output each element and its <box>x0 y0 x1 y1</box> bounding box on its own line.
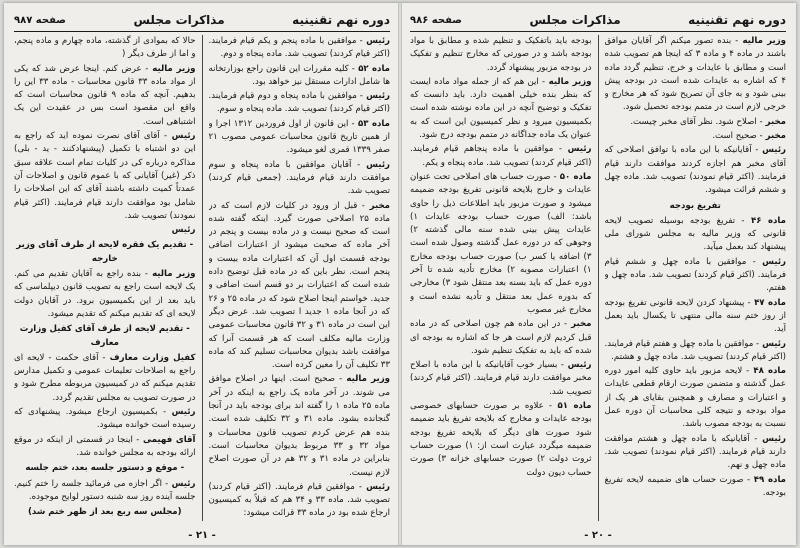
paragraph-text: - پیشنهاد کردن لایحه قانونی تفریغ بودجه از روز ختم سنه مالی منتهی تا یکسال باید بعمل آید. <box>604 297 786 335</box>
paragraph <box>605 35 787 115</box>
paragraph-text: بودجه باید باتفکیک و تنظیم شده و مطابق با مواد بودجه باشد و در صورتی که مخارج تنظیم و تفکیک در بودجه مزبور پیشنهاد گردد. <box>410 36 592 73</box>
paragraph-text: - آقایان موافقین با ماده پنجاه و سوم موافقت دارند قیام فرمایند. (جمعی قیام کردند) تصویب شد. <box>208 159 390 197</box>
paragraph <box>605 116 787 129</box>
paragraph <box>410 76 592 142</box>
paragraph <box>605 297 787 337</box>
paragraph-text: - لایحه مزبور باید حاوی کلیه امور دوره عمل گذشته و متضمن صورت ارقام قطعی عایدات و اعتبارات و مصارف و همچنین بقایای هر یک از مواد بودجه و نتیجه کلی محاسبات آن دوره عمل نسبت به بودجه مصوب باشد. <box>604 366 786 430</box>
left-header-session: دوره نهم تقنینیه <box>292 13 390 27</box>
speaker-label: وزیر مالیه <box>738 36 786 46</box>
paragraph <box>14 224 196 237</box>
right-page <box>400 3 796 545</box>
left-column-divider <box>202 35 203 521</box>
speaker-label: ماده ۵۲ <box>354 63 390 74</box>
paragraph-text: - صورت حساب های ضمیمه لایحه تفریغ بودجه. <box>604 474 786 498</box>
paragraph-text: - موافقین با ماده پنجم و یکم قیام فرمایند. (اکثر قیام کردند) تصویب شد. ماده پنجاه و دوم. <box>208 36 390 60</box>
paragraph-text: - آقای آقای نصرت نموده اید که راجع به این دو اشتباه با تکمیل (پیشنهادکنند - ید - بلی) مذاکره درباره کی در کلیات تمام است علاقه سبق ذکر (غیر) آقایانی که با عموم قانون و اصلاحات آن عمدتاً کمیت داشته باشند آقای که این اصلاحات را شامل بود موافقت دارند قیام فرمایند. (اکثر قیام نمودند) تصویب شد. <box>14 131 196 221</box>
paragraph-text: الف) صورت حساب بودجه عایدات <box>417 211 565 222</box>
paragraph-text: - آقایانیکه با این ماده با توافق اصلاحی که آقای مخبر هم اجازه کردند موافقت دارند قیام فرمایند. (اکثر قیام نمودند) تصویب شد. ماده چهل و ششم قرائت میشود. <box>604 145 786 196</box>
speaker-label: رئیس <box>167 131 196 142</box>
paragraph <box>410 171 592 317</box>
paragraph <box>605 130 787 143</box>
speaker-label: ماده ۵۱ <box>552 401 592 412</box>
speaker-label: وزیر مالیه <box>545 76 592 87</box>
paragraph-text: - موافقین با ماده پنجاهم قیام فرمایند. (اکثر قیام کردند) تصویب شد. ماده پنجاه و یکم. <box>410 144 592 168</box>
speaker-label: کفیل وزارت معارف <box>105 352 196 363</box>
right-column-divider <box>598 35 599 521</box>
paragraph <box>410 35 592 75</box>
right-page-number: - ۲۰ - <box>584 530 612 541</box>
paragraph-text: - بنده راجع به آقایان تقدیم می کنم. یک لایحه است راجع به تصویب قانون دیپلماسی که باید بعد از این بکمیسیون برود. در آقایان دولت لایحه ای که تقدیم میکنم که تقدیم میشود. <box>14 269 196 319</box>
speaker-label: وزیر مالیه <box>342 374 390 385</box>
left-page-columns <box>14 35 390 521</box>
speaker-label: رئیس <box>563 360 592 371</box>
paragraph-text: - قبل از ورود در کلیات لازم است که در ماده ۲۵ اصلاحی صورت گیرد. اینکه گفته شده است که صحیح نیست و در ماده بیست و پنجم در آخر ماده که صحبت میشود از اعتبارات اضافی بودجه قسمت اول آن که اعتبارات ماده بیست و پنجم است. نظر باین که در ماده قبل توضیح داده شده است که اعتبارات بر دو قسم است اضافی و جدید. خواستم اینجا اصلاح شود که در ماده ۲۵ و ۲۶ که در آنجا ماده ۱ جدید ا تصویب شد. عرض دیگر این است در ماده ۳۱ و ۳۲ قانون محاسبات عمومی وزارت مالیه مکلف است که هر قسمت آنرا که موافقت باشد بدیوان محاسبات تسلیم کند که ماده ۳۳ تکلیف آن را معین کرده است. <box>208 200 390 371</box>
left-column-inner <box>209 35 391 521</box>
speaker-label: رئیس <box>361 481 390 492</box>
paragraph-text: - کلیه مقررات این قانون راجع بوزارتخانه ها شامل ادارات مستقل نیز خواهد بود. <box>208 63 390 87</box>
right-column-outer <box>605 35 787 521</box>
paragraph <box>605 365 787 431</box>
speaker-label: رئیس <box>171 225 196 236</box>
speaker-label: رئیس <box>168 478 196 489</box>
speaker-label: مخبر <box>364 200 390 211</box>
paragraph <box>209 118 391 158</box>
paragraph-text: - موافقین با ماده پنجاه و دوم قیام فرمایند. (اکثر قیام کردند) تصویب شد. ماده پنجاه و سوم. <box>208 91 390 115</box>
left-header-title: مذاکرات مجلس <box>133 13 225 27</box>
right-header-title: مذاکرات مجلس <box>529 13 621 27</box>
speaker-label: ماده ۵۳ <box>354 118 390 129</box>
paragraph <box>209 159 391 199</box>
paragraph <box>410 359 592 399</box>
left-column-outer <box>14 35 196 521</box>
paragraph-text: - صحیح است. <box>712 131 763 142</box>
left-header-page-label: صفحه ۹۸۷ <box>14 14 66 26</box>
paragraph-text: - بکمیسیون ارجاع میشود. پیشنهادی که رسیده است خوانده میشود. <box>14 407 196 431</box>
paragraph <box>209 200 391 373</box>
paragraph-text: - اینجا در قسمتی از اینکه در موقع ارائه بودجه به مجلس خوانده شد. <box>14 434 196 458</box>
paragraph <box>209 63 391 90</box>
paragraph-text: - موافقین قیام فرمایند. (اکثر قیام کردند) تصویب شد. ماده ۳۳ و ۳۴ هم که قبلاً به کمیسیون ارجاع شده بود در ماده ۳۳ قرائت میشود: <box>208 481 390 519</box>
paragraph <box>605 433 787 473</box>
speaker-label: رئیس <box>757 433 786 444</box>
paragraph-text: - این قانون از اول فروردین ۱۳۱۲ اجرا و از همین تاریخ قانون محاسبات عمومی مصوب ۲۱ صفر ۱۳۳۹ قمری لغو میشود. <box>208 118 390 156</box>
paragraph-text: - تفریغ بودجه بوسیله تصویب لایحه قانونی که وزیر مالیه به مجلس شورای ملی پیشنهاد کند بعمل میآید. <box>604 215 786 253</box>
speaker-label: ماده ۴۹ <box>750 474 786 485</box>
speaker-label: مخبر <box>567 319 592 330</box>
right-column-inner <box>410 35 592 521</box>
paragraph <box>14 35 196 62</box>
paragraph-text: - آقای حکمت - لایحه ای راجع به اصلاحات تعلیمات عمومی و تکمیل مدارس تقدیم میکنم که در کمیسیون مربوطه مطرح شود و در صورت تصویب به مجلس تقدیم گردد. <box>14 352 196 403</box>
paragraph <box>410 400 592 480</box>
paragraph-text: - این هم که از جمله مواد ماده ایست که بنظر بنده خیلی اهمیت دارد. باید دانست که تفکیک و توضیح آنچه در این ماده نوشته شده است بکمیسیون میرود و نظر کمیسیون این است که به عنوان یک ماده جداگانه در متمم بودجه درج شود. <box>410 76 592 141</box>
paragraph <box>14 63 196 129</box>
left-page <box>4 3 400 545</box>
paragraph <box>410 143 592 170</box>
speaker-label: رئیس <box>166 407 196 418</box>
section-heading: (مجلس سه ربع بعد از ظهر ختم شد) <box>27 507 182 518</box>
paragraph-text: - اصلاح شود. نظر آقای مخبر چیست. <box>630 116 763 127</box>
paragraph-text: ب) صورت حساب بودجه مخارج <box>410 251 527 262</box>
paragraph-text: - موافقین با ماده چهل و هفتم قیام فرمایند. (اکثر قیام کردند) تصویب شد. ماده چهل و هشتم. <box>604 338 786 362</box>
paragraph-text: ۱) عایدات پیش بینی شده سنه مالی گذشته <box>410 211 592 236</box>
paragraph-text: - بسیار خوب آقایانیکه با این ماده با اصلاح مخبر موافقت دارند قیام فرمایند. (اکثر قیام کردند) تصویب شد. <box>410 360 592 397</box>
speaker-label: آقای فهیمی <box>139 434 196 445</box>
speaker-label: مخبر <box>762 131 786 142</box>
speaker-label: رئیس <box>755 256 786 267</box>
paragraph <box>14 130 196 223</box>
right-page-header <box>410 9 786 32</box>
left-page-number: - ۲۱ - <box>188 530 216 541</box>
right-page-columns <box>410 35 786 521</box>
paragraph-text: - اگر اجازه می فرمائید جلسه را ختم کنیم. جلسه آینده روز سه شنبه دستور لوایح موجوده. <box>14 478 196 502</box>
paragraph-text: - صحیح است. اینها در اصلاح موافق می شوند. در آخر ماده یک راجع به اینکه در آخر ماده ۲۵ ماده ۱ را گفته اند برای بودجه باید در آنجا گنجانده بشود. ماده ۳۱ و ۳۲ تکلیف شده است. بنده هم عرض کردم تصویب قانون محاسبات و مواد ۳۲ و ۳۳ مربوط بدیوان محاسبات است. بنابراین در ماده ۳۱ و ۳۲ هم در آن صورت اصلاح لازم نیست. <box>208 374 390 478</box>
paragraph-text: - علاوه بر صورت حسابهای خصوصی بودجه عایدات و مخارج که بلایحه تفریغ باید ضمیمه شود صورت های دیگر که بلایحه تفریغ بودجه ضمیمه میگردد عبارت است از: <box>410 401 592 451</box>
paragraph <box>209 481 391 521</box>
speaker-label: ماده ۴۶ <box>744 215 786 226</box>
paragraph <box>14 352 196 405</box>
paragraph <box>209 35 391 62</box>
paragraph-text: - بنده تصور میکنم اگر آقایان موافق باشند در ماده ۴ و ماده ۳ که اینجا هم تصویب شده است و مطابق با عایدات و خرج، تنظیم گردد ماده ۴ که اشاره به عایدات شده است در بودجه پیش بینی شود و به جای آن تصریح شود که هر مخارج و خرجی لازم است در متمم بودجه تحصیل شود. <box>604 36 786 113</box>
paragraph <box>14 434 196 461</box>
paragraph <box>605 338 787 365</box>
section-heading: - موقع و دستور جلسه بعد، ختم جلسه <box>25 463 185 474</box>
section-heading: - تقدیم لایحه از طرف آقای کفیل وزارت معارف <box>19 324 190 348</box>
paragraph-text: - آقایانیکه با ماده چهل و هشتم موافقت دارند قیام فرمایند. (اکثر قیام نمودند) تصویب شد. ماده چهل و نهم. <box>604 433 786 471</box>
paragraph <box>605 256 787 296</box>
section-heading: - تقدیم یک فقره لایحه از طرف آقای وزیر خارجه <box>16 240 194 264</box>
paragraph-text: ۱) اعتبارات مصوبه ۲) مخارج تأدیه شده تا آخر دوره عمل که باید بسنه بعد منتقل شود ۳) مخارجی که بدوره عمل بعد منتقل و تأدیه نشده است و مخارج غیر مصوب <box>410 265 592 315</box>
speaker-label: ماده ۴۸ <box>749 366 786 377</box>
paragraph-text: - عرض کنم. اینجا عرض شد که یکی از مواد ماده ۳۳ قانون محاسبات - ماده ۳۳ این را بدهیم. آنچه که ماده ۹ قانون محاسبات است که واقع این مقصود است بس در عقیدت این یک اشتباهی است. <box>14 63 196 127</box>
paragraph <box>14 406 196 433</box>
speaker-label: رئیس <box>561 144 592 155</box>
speaker-label: مخبر <box>762 116 786 127</box>
paragraph-text: ۳) اضافه یا کسر <box>526 251 592 262</box>
paragraph <box>605 215 787 255</box>
speaker-label: رئیس <box>759 338 786 349</box>
left-page-header <box>14 9 390 32</box>
speaker-label: وزیر مالیه <box>147 269 196 280</box>
paragraph-text: حالا که بموادی از گذشته، ماده چهارم و ماده پنجم، و اما از طرف دیگر ( <box>14 36 196 60</box>
paragraph <box>605 474 787 501</box>
paragraph <box>410 318 592 358</box>
paragraph <box>209 90 391 117</box>
speaker-label: ماده ۴۷ <box>750 297 786 308</box>
right-header-page-label: صفحه ۹۸۶ <box>410 14 462 26</box>
speaker-label: وزیر مالیه <box>148 63 196 74</box>
speaker-label: رئیس <box>362 91 390 102</box>
speaker-label: رئیس <box>362 36 390 46</box>
paragraph <box>209 373 391 479</box>
paragraph-text: - در این ماده هم چون اصلاحی که در ماده قبل کردیم لازم است هر جا که اشاره به بودجه ای شده که باید به تفکیک تنظیم شود. <box>410 319 592 356</box>
paragraph-text: ۱) صورت حساب ثروت دولت ۲) صورت حسابهای خزانه ۳) صورت حساب دیون دولت <box>410 440 592 478</box>
speaker-label: ماده ۵۰ <box>556 171 592 182</box>
paragraph <box>605 144 787 197</box>
speaker-label: رئیس <box>758 145 786 156</box>
speaker-label: رئیس <box>360 159 390 170</box>
right-header-session: دوره نهم تقنینیه <box>688 13 786 27</box>
document-spread <box>4 3 796 545</box>
paragraph <box>14 268 196 321</box>
paragraph-text: - موافقین با ماده چهل و ششم قیام فرمایند. (اکثر قیام کردند) تصویب شد. ماده چهل و هفتم. <box>604 256 786 294</box>
section-heading: تفریغ بودجه <box>669 200 721 211</box>
paragraph <box>14 478 196 505</box>
paragraph-text: - صورت حساب های اصلاحی تحت عنوان عایدات و خارج بلایحه قانونی تفریغ بودجه ضمیمه میشود و صورت مزبور باید اطلاعات ذیل را حاوی باشد: <box>410 171 592 222</box>
paragraph-text: ۲) وجوهی که در دوره عمل گذشته وصول شده است <box>410 225 592 249</box>
